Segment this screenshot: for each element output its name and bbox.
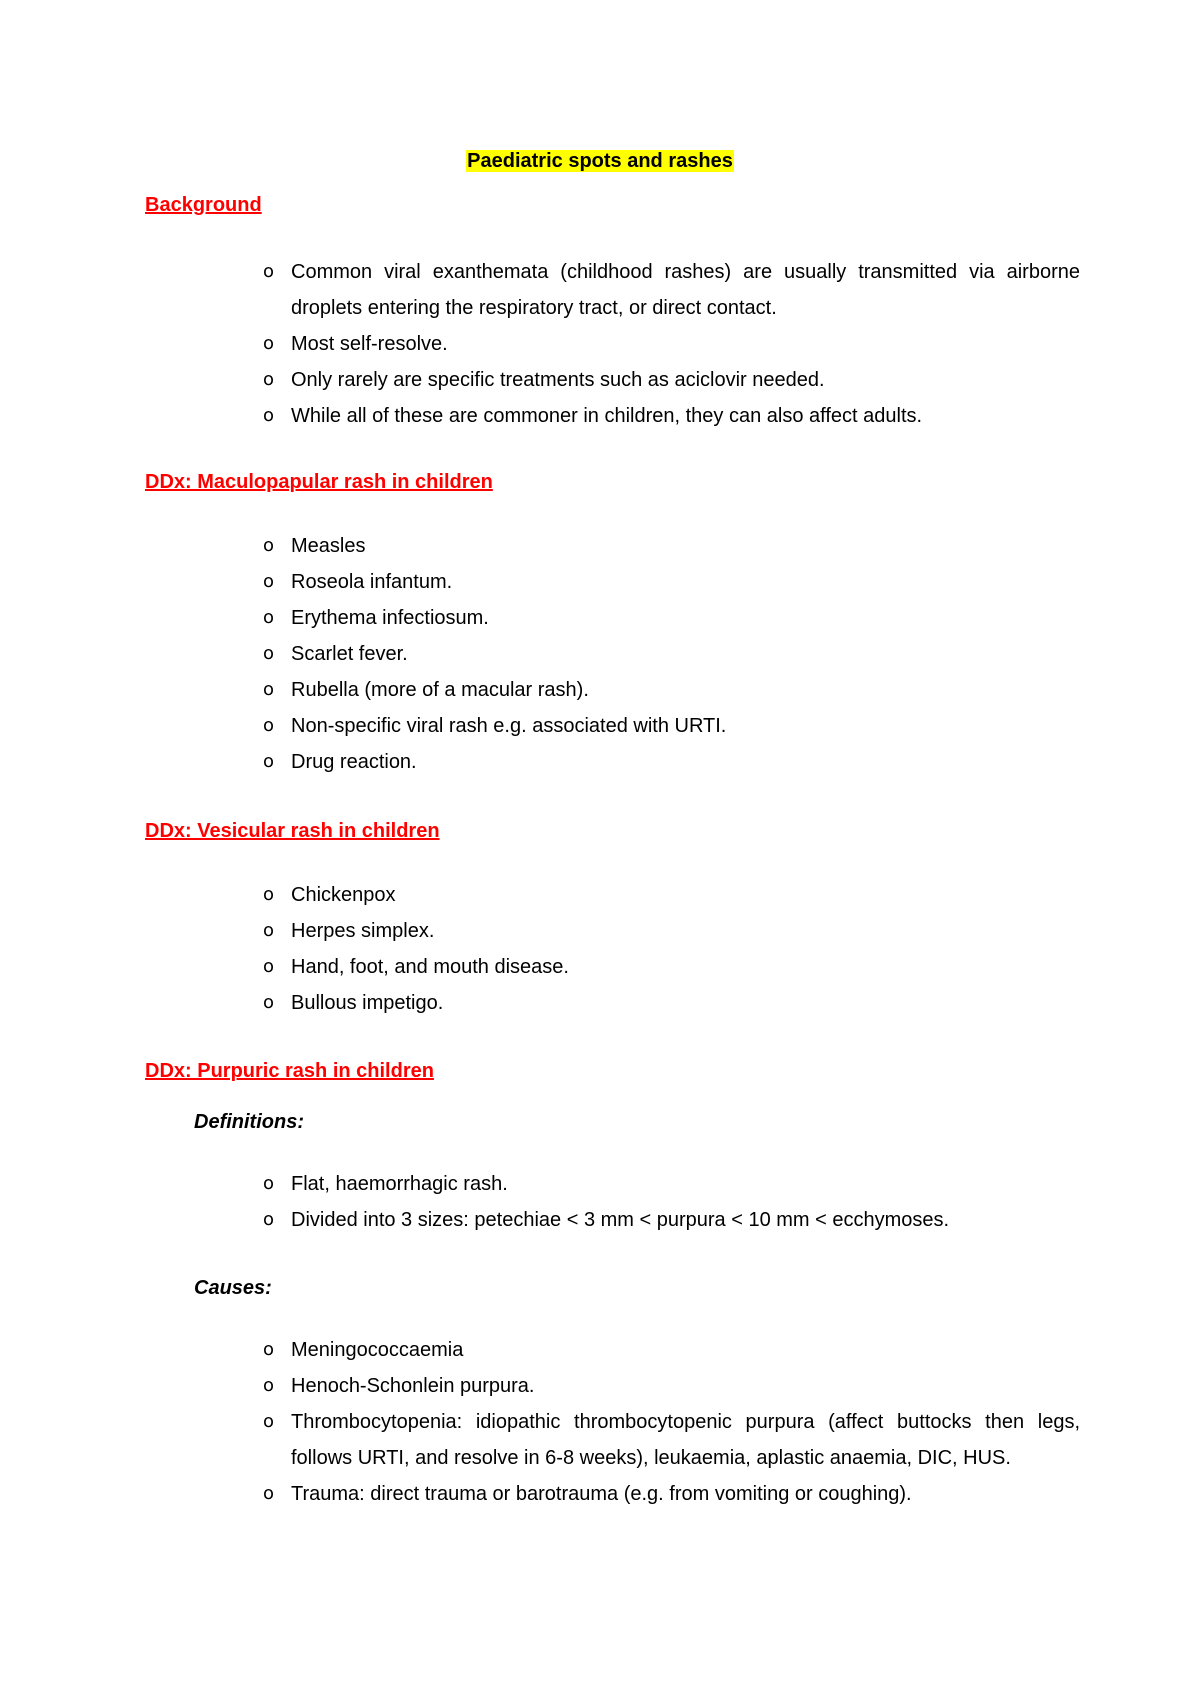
bullet-icon: o (263, 607, 275, 628)
list-item (0, 398, 1080, 434)
list-vesicular (0, 877, 1200, 1021)
heading-maculopapular: DDx: Maculopapular rash in children (145, 471, 493, 493)
bullet-icon: o (263, 992, 275, 1013)
list-item-text: Flat, haemorrhagic rash. (291, 1173, 508, 1195)
list-item (0, 362, 1080, 398)
bullet-icon: o (263, 405, 275, 426)
list-item-text: While all of these are commoner in children, they can also affect adults. (291, 405, 923, 427)
list-item-text: Chickenpox (291, 884, 396, 906)
list-item-text: Most self-resolve. (291, 333, 448, 355)
list-item-text: Bullous impetigo. (291, 992, 444, 1014)
bullet-icon: o (263, 571, 275, 592)
list-item (0, 1368, 1080, 1404)
bullet-icon: o (263, 715, 275, 736)
bullet-icon: o (263, 643, 275, 664)
list-item-text: Measles (291, 535, 366, 557)
list-item (0, 636, 1080, 672)
list-item-text: Erythema infectiosum. (291, 607, 489, 629)
list-background (0, 254, 1200, 434)
bullet-icon: o (263, 751, 275, 772)
list-item-text: Only rarely are specific treatments such as aciclovir needed. (291, 369, 825, 391)
list-item-text: Rubella (more of a macular rash). (291, 679, 589, 701)
list-item-text: Drug reaction. (291, 751, 417, 773)
list-item (0, 672, 1080, 708)
heading-vesicular: DDx: Vesicular rash in children (145, 820, 440, 842)
bullet-icon: o (263, 1339, 275, 1360)
list-item-text: Herpes simplex. (291, 920, 435, 942)
list-item (0, 564, 1080, 600)
list-item (0, 877, 1080, 913)
list-item (0, 949, 1080, 985)
bullet-icon: o (263, 333, 275, 354)
list-item (0, 1404, 1080, 1476)
bullet-icon: o (263, 1173, 275, 1194)
list-causes (0, 1332, 1200, 1512)
page-title: Paediatric spots and rashes (467, 150, 733, 172)
list-item-text: Hand, foot, and mouth disease. (291, 956, 569, 978)
list-item (0, 708, 1080, 744)
subheading-definitions: Definitions: (194, 1111, 304, 1133)
list-item-text: Thrombocytopenia: idiopathic thrombocytopenic purpura (affect buttocks then legs, follows URTI, and resolve in 6-8 weeks), leukaemia, aplastic anaemia, DIC, HUS. (291, 1411, 1080, 1469)
list-item (0, 1202, 1080, 1238)
heading-background: Background (145, 194, 262, 216)
list-item (0, 985, 1080, 1021)
list-item (0, 1332, 1080, 1368)
list-item-text: Scarlet fever. (291, 643, 408, 665)
list-item-text: Non-specific viral rash e.g. associated with URTI. (291, 715, 727, 737)
bullet-icon: o (263, 956, 275, 977)
list-item-text: Roseola infantum. (291, 571, 453, 593)
list-item-text: Trauma: direct trauma or barotrauma (e.g. from vomiting or coughing). (291, 1483, 912, 1505)
list-maculopapular (0, 528, 1200, 780)
list-item (0, 913, 1080, 949)
list-item (0, 528, 1080, 564)
bullet-icon: o (263, 535, 275, 556)
bullet-icon: o (263, 369, 275, 390)
list-definitions (0, 1166, 1200, 1238)
bullet-icon: o (263, 1411, 275, 1432)
list-item (0, 600, 1080, 636)
subheading-causes: Causes: (194, 1277, 272, 1299)
list-item (0, 1166, 1080, 1202)
bullet-icon: o (263, 884, 275, 905)
list-item (0, 326, 1080, 362)
bullet-icon: o (263, 261, 275, 282)
bullet-icon: o (263, 679, 275, 700)
list-item-text: Common viral exanthemata (childhood rashes) are usually transmitted via airborne droplets entering the respiratory tract, or direct contact. (291, 261, 1080, 319)
heading-purpuric: DDx: Purpuric rash in children (145, 1060, 434, 1082)
title-wrap (0, 148, 1200, 174)
list-item (0, 1476, 1080, 1512)
bullet-icon: o (263, 1209, 275, 1230)
list-item-text: Henoch-Schonlein purpura. (291, 1375, 535, 1397)
list-item-text: Meningococcaemia (291, 1339, 464, 1361)
bullet-icon: o (263, 920, 275, 941)
list-item-text: Divided into 3 sizes: petechiae < 3 mm < purpura < 10 mm < ecchymoses. (291, 1209, 950, 1231)
list-item (0, 254, 1080, 326)
bullet-icon: o (263, 1483, 275, 1504)
bullet-icon: o (263, 1375, 275, 1396)
list-item (0, 744, 1080, 780)
